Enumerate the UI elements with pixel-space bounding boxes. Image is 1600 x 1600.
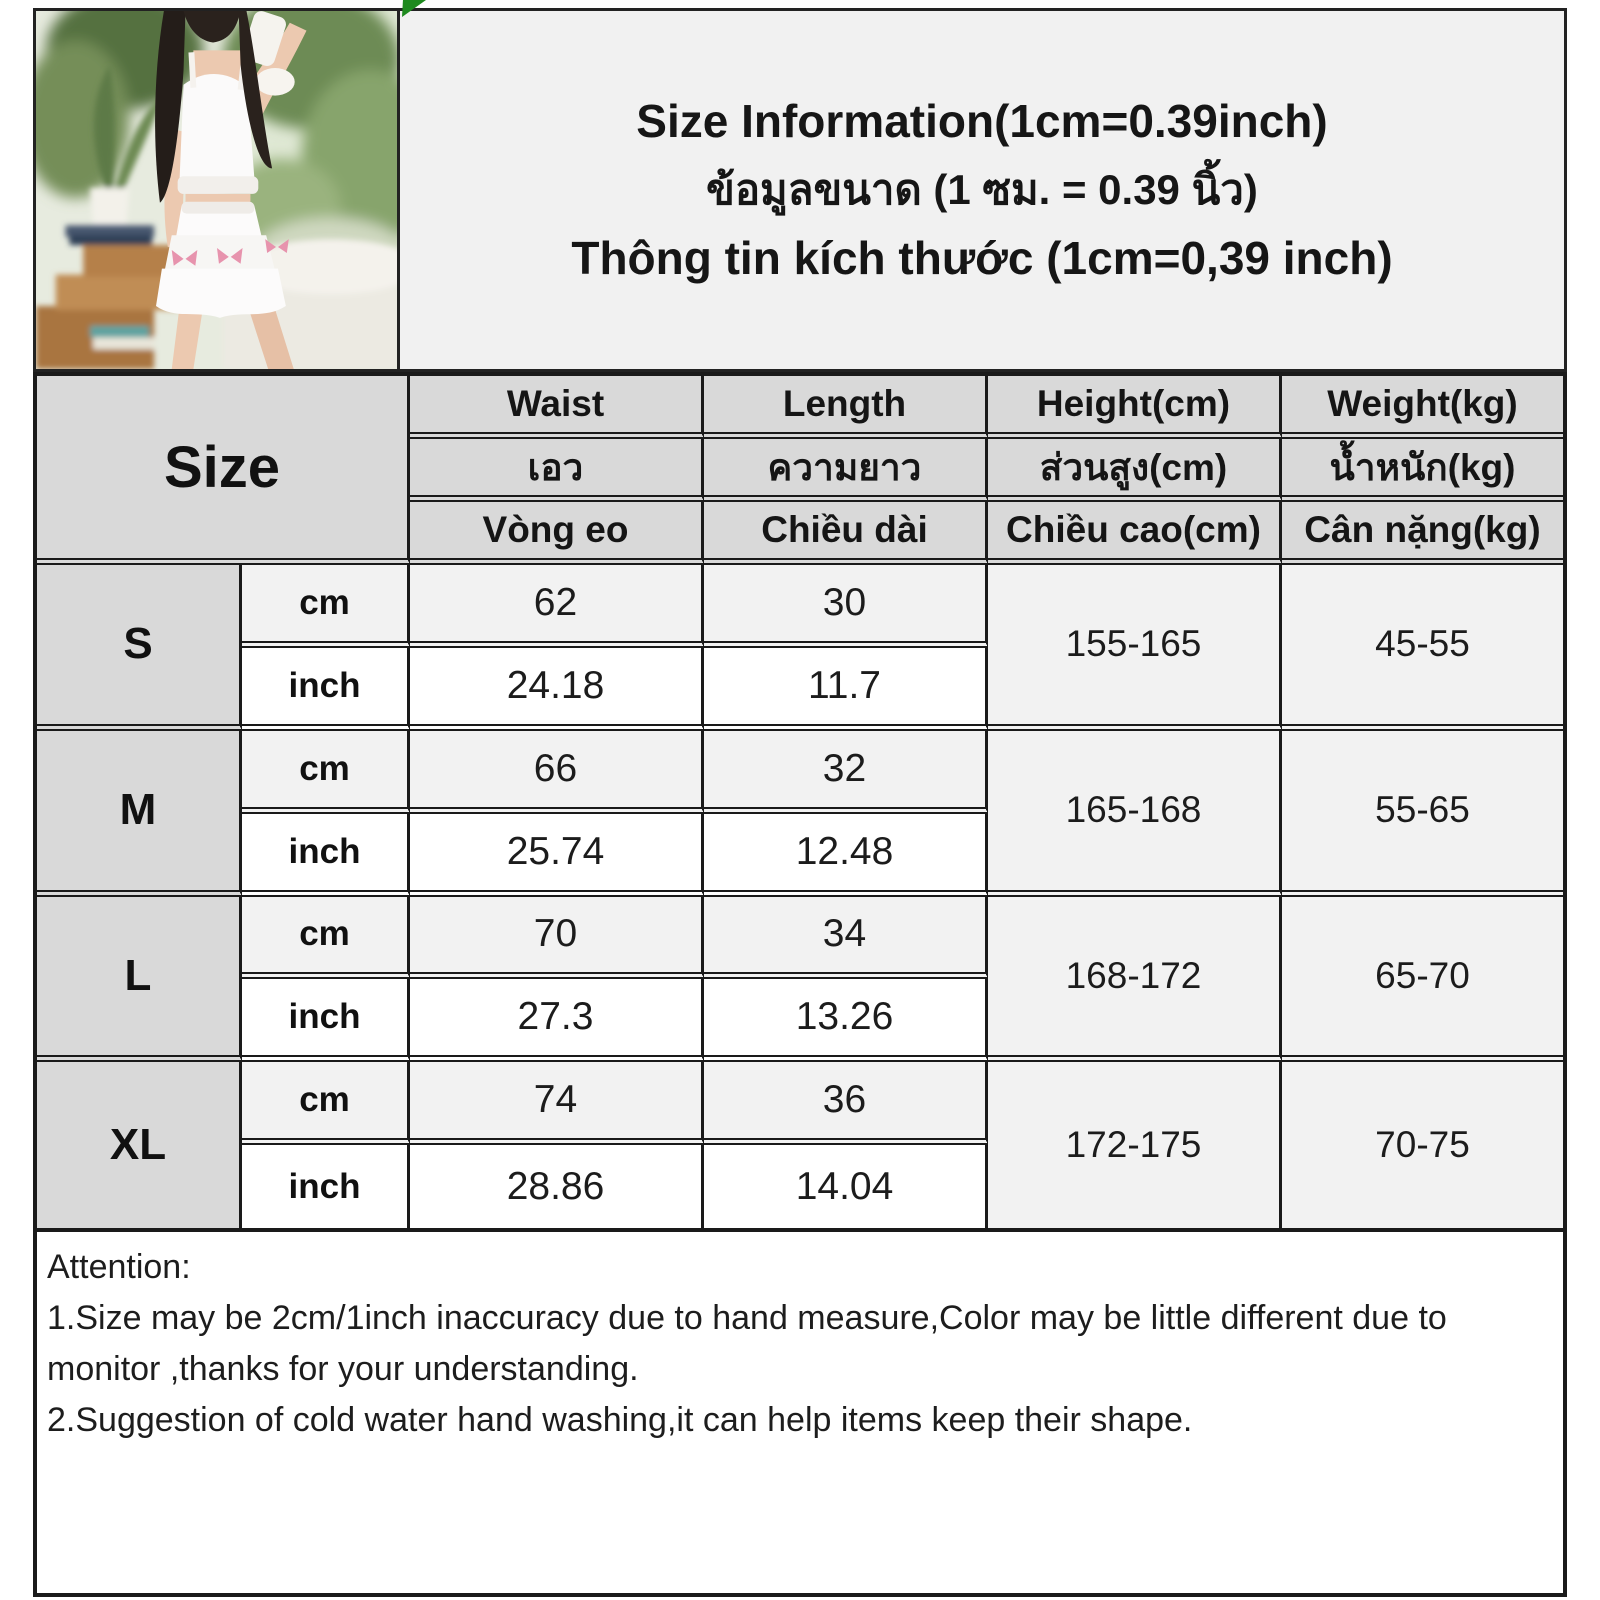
row-l-label: L [37, 897, 242, 1063]
row-l-unit-cm: cm [242, 897, 410, 980]
row-s-weight: 45-55 [1282, 565, 1563, 731]
row-s-unit-inch: inch [242, 648, 410, 731]
title-thai: ข้อมูลขนาด (1 ซม. = 0.39 นิ้ว) [706, 165, 1258, 213]
product-photo [33, 8, 400, 372]
row-xl-waist-inch: 28.86 [410, 1145, 704, 1228]
size-column-header: Size [37, 376, 410, 565]
row-s-unit-cm: cm [242, 565, 410, 648]
row-xl-unit-cm: cm [242, 1062, 410, 1145]
waist-header-en: Waist [410, 376, 704, 439]
height-header-vi: Chiều cao(cm) [988, 502, 1282, 565]
weight-header-th: น้ำหนัก(kg) [1282, 439, 1563, 502]
row-s-height: 155-165 [988, 565, 1282, 731]
product-photo-illustration [36, 11, 397, 369]
row-xl-length-inch: 14.04 [704, 1145, 988, 1228]
row-l-unit-inch: inch [242, 979, 410, 1062]
row-xl-label: XL [37, 1062, 242, 1228]
row-s-length-inch: 11.7 [704, 648, 988, 731]
row-l-height: 168-172 [988, 897, 1282, 1063]
attention-note-1: 1.Size may be 2cm/1inch inaccuracy due to hand measure,Color may be little different due to monitor ,thanks for your understanding. [47, 1299, 1447, 1388]
attention-title: Attention: [47, 1248, 191, 1286]
waist-header-th: เอว [410, 439, 704, 502]
row-l-waist-cm: 70 [410, 897, 704, 980]
row-s-length-cm: 30 [704, 565, 988, 648]
row-m-waist-inch: 25.74 [410, 814, 704, 897]
weight-header-en: Weight(kg) [1282, 376, 1563, 439]
waist-header-vi: Vòng eo [410, 502, 704, 565]
attention-box [33, 1232, 1567, 1597]
row-m-length-inch: 12.48 [704, 814, 988, 897]
size-table [33, 372, 1567, 1232]
title-vietnamese: Thông tin kích thước (1cm=0,39 inch) [571, 232, 1393, 285]
attention-note-2: 2.Suggestion of cold water hand washing,it can help items keep their shape. [47, 1401, 1193, 1439]
title-panel [400, 8, 1567, 372]
row-m-weight: 55-65 [1282, 731, 1563, 897]
size-chart-sheet [33, 8, 1567, 1597]
row-xl-unit-inch: inch [242, 1145, 410, 1228]
height-header-th: ส่วนสูง(cm) [988, 439, 1282, 502]
title-english: Size Information(1cm=0.39inch) [636, 95, 1328, 148]
header-band [33, 8, 1567, 372]
row-xl-weight: 70-75 [1282, 1062, 1563, 1228]
row-m-height: 165-168 [988, 731, 1282, 897]
row-m-length-cm: 32 [704, 731, 988, 814]
height-header-en: Height(cm) [988, 376, 1282, 439]
row-xl-length-cm: 36 [704, 1062, 988, 1145]
row-m-unit-cm: cm [242, 731, 410, 814]
row-xl-height: 172-175 [988, 1062, 1282, 1228]
weight-header-vi: Cân nặng(kg) [1282, 502, 1563, 565]
row-l-length-inch: 13.26 [704, 979, 988, 1062]
row-s-waist-cm: 62 [410, 565, 704, 648]
row-xl-waist-cm: 74 [410, 1062, 704, 1145]
row-l-length-cm: 34 [704, 897, 988, 980]
row-m-unit-inch: inch [242, 814, 410, 897]
row-s-label: S [37, 565, 242, 731]
row-m-waist-cm: 66 [410, 731, 704, 814]
length-header-en: Length [704, 376, 988, 439]
length-header-vi: Chiều dài [704, 502, 988, 565]
length-header-th: ความยาว [704, 439, 988, 502]
row-l-waist-inch: 27.3 [410, 979, 704, 1062]
row-s-waist-inch: 24.18 [410, 648, 704, 731]
row-m-label: M [37, 731, 242, 897]
row-l-weight: 65-70 [1282, 897, 1563, 1063]
